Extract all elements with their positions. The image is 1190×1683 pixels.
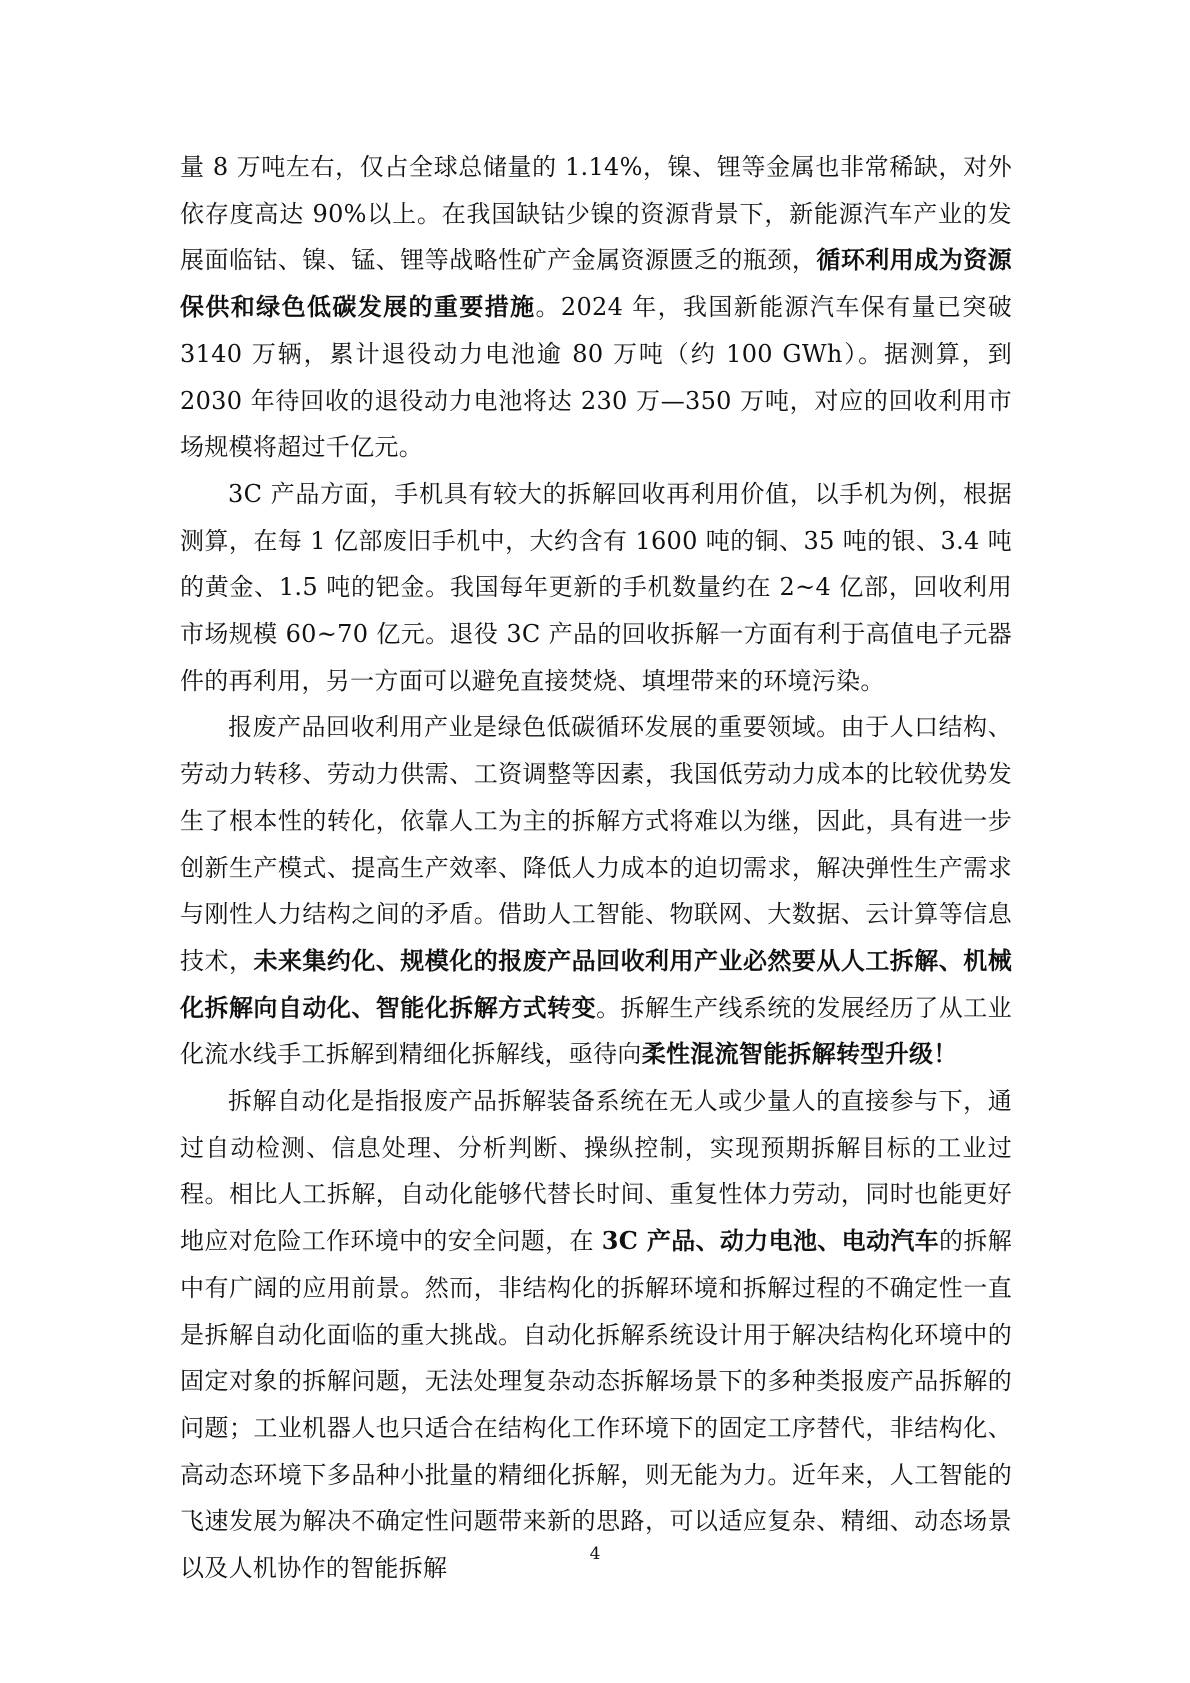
run: 的拆解中有广阔的应用前景。然而，非结构化的拆解环境和拆解过程的不确定性一直是拆解自动化面临的重大挑战。自动化拆解系统设计用于解决结构化环境中的固定对象的拆解问题，无法处理复杂动态拆解场景下的多种类报废产品拆解的问题；工业机器人也只适合在结构化工作环境下的固定工序替代，非结构化、高动态环境下多品种小批量的精细化拆解，则无能为力。近年来，人工智能的飞速发展为解决不确定性问题带来新的思路，可以适应复杂、精细、动态场景以及人机协作的智能拆解 [180, 1227, 1013, 1583]
bold-run: 未来集约化、规模化的报废产品回收利用产业必然要从人工拆解、机械化拆解向自动化、智能化拆解方式转变 [180, 945, 1012, 1022]
paragraph-disassembly-automation [180, 1078, 1012, 1592]
page-body [180, 144, 1012, 1592]
bold-run: 柔性混流智能拆解转型升级！ [641, 1039, 958, 1069]
run: 3C 产品方面，手机具有较大的拆解回收再利用价值，以手机为例，根据测算，在每 1 亿部废旧手机中，大约含有 1600 吨的铜、35 吨的银、3.4 吨的黄金、1.5 吨的钯金。我国每年更新的手机数量约在 2~4 亿部，回收利用市场规模 60~70 亿元。退役 3C 产品的回收拆解一方面有利于高值电子元器件的再利用，另一方面可以避免直接焚烧、填埋带来的环境污染。 [180, 479, 1012, 695]
paragraph-battery-resources [180, 144, 1012, 471]
run: 拆解自动化是指报废产品拆解装备系统在无人或少量人的直接参与下，通过自动检测、信息处理、分析判断、操纵控制，实现预期拆解目标的工业过程。相比人工拆解，自动化能够代替长时间、重复性体力劳动，同时也能更好地应对危险工作环境中的安全问题，在 [180, 1087, 1012, 1256]
run: 。2024 年，我国新能源汽车保有量已突破 3140 万辆，累计退役动力电池逾 80 万吨（约 100 GWh）。据测算，到 2030 年待回收的退役动力电池将达 230 万—350 万吨，对应的回收利用市场规模将超过千亿元。 [180, 293, 1012, 462]
run: 。拆解生产线系统的发展经历了从工业化流水线手工拆解到精细化拆解线，亟待向 [180, 993, 1012, 1069]
paragraph-3c-products [180, 471, 1012, 705]
paragraph-recycling-industry [180, 704, 1012, 1078]
bold-run: 循环利用成为资源保供和绿色低碳发展的重要措施 [180, 245, 1012, 322]
page-number: 4 [589, 1544, 601, 1564]
run: 报废产品回收利用产业是绿色低碳循环发展的重要领域。由于人口结构、劳动力转移、劳动力供需、工资调整等因素，我国低劳动力成本的比较优势发生了根本性的转化，依靠人工为主的拆解方式将难以为继，因此，具有进一步创新生产模式、提高生产效率、降低人力成本的迫切需求，解决弹性生产需求与刚性人力结构之间的矛盾。借助人工智能、物联网、大数据、云计算等信息技术， [180, 713, 1012, 975]
bold-run: 3C 产品、动力电池、电动汽车 [601, 1226, 940, 1256]
run: 量 8 万吨左右，仅占全球总储量的 1.14%，镍、锂等金属也非常稀缺，对外依存度高达 90%以上。在我国缺钴少镍的资源背景下，新能源汽车产业的发展面临钴、镍、锰、锂等战略性矿产金属资源匮乏的瓶颈， [180, 153, 1012, 275]
